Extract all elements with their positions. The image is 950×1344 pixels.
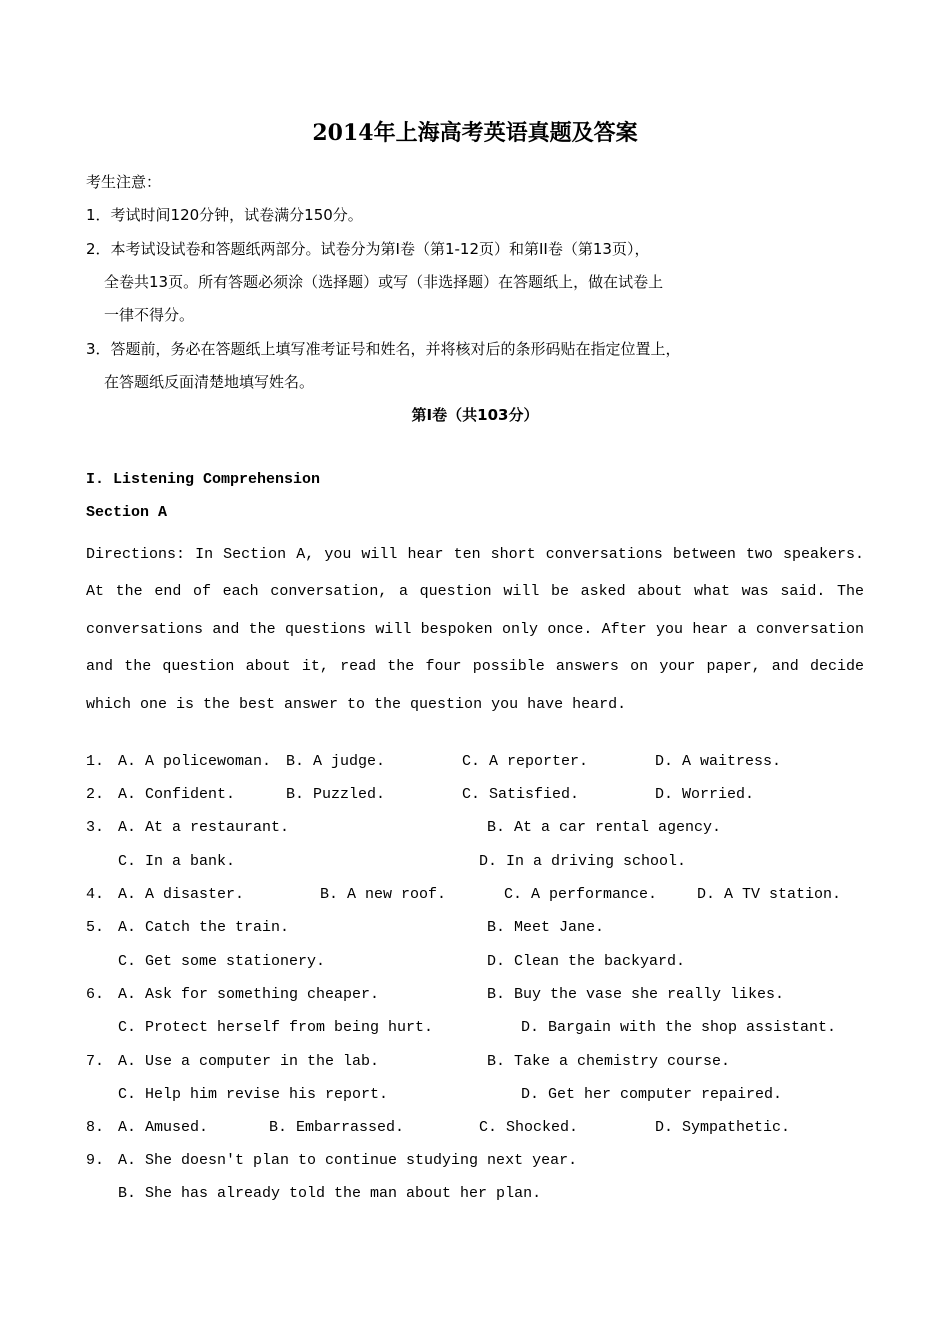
option-a: A. Catch the train. <box>118 919 290 936</box>
option-d: D. Worried. <box>655 786 755 803</box>
question-number: 2. <box>86 786 105 803</box>
option-a: A. Confident. <box>118 786 236 803</box>
notice-heading: 考生注意： <box>86 173 162 191</box>
option-b: B. Meet Jane. <box>487 919 605 936</box>
option-c: C. Shocked. <box>479 1119 579 1136</box>
question-number: 6. <box>86 986 105 1003</box>
option-b: B. Embarrassed. <box>269 1119 405 1136</box>
part-heading: 第I卷（共103分） <box>411 406 539 424</box>
option-c: C. Help him revise his report. <box>118 1086 389 1103</box>
option-a: A. A disaster. <box>118 886 245 903</box>
question-number: 8. <box>86 1119 105 1136</box>
option-b: B. A judge. <box>286 753 386 770</box>
option-c: C. In a bank. <box>118 853 236 870</box>
option-b: B. A new roof. <box>320 886 447 903</box>
option-d: D. A waitress. <box>655 753 782 770</box>
question-number: 3. <box>86 819 105 836</box>
option-b: B. Buy the vase she really likes. <box>487 986 785 1003</box>
option-d: D. Bargain with the shop assistant. <box>521 1019 837 1036</box>
option-a: A. Ask for something cheaper. <box>118 986 380 1003</box>
option-c: C. Protect herself from being hurt. <box>118 1019 434 1036</box>
option-d: D. In a driving school. <box>479 853 687 870</box>
page-title: 2014年上海高考英语真题及答案 <box>312 120 638 146</box>
option-d: D. Sympathetic. <box>655 1119 791 1136</box>
option-b: B. Take a chemistry course. <box>487 1053 731 1070</box>
option-d: D. A TV station. <box>697 886 842 903</box>
option-a: A. At a restaurant. <box>118 819 290 836</box>
question-number: 4. <box>86 886 105 903</box>
question-number: 9. <box>86 1152 105 1169</box>
notice-item: 1．考试时间120分钟，试卷满分150分。 <box>86 206 363 224</box>
option-a: A. Use a computer in the lab. <box>118 1053 380 1070</box>
option-b: B. At a car rental agency. <box>487 819 722 836</box>
option-c: C. Get some stationery. <box>118 953 326 970</box>
section-subtitle: Section A <box>86 504 168 521</box>
question-number: 5. <box>86 919 105 936</box>
section-title: I. Listening Comprehension <box>86 471 321 488</box>
option-c: C. A performance. <box>504 886 658 903</box>
option-b: B. She has already told the man about her plan. <box>118 1185 542 1202</box>
notice-item: 2．本考试设试卷和答题纸两部分。试卷分为第I卷（第1-12页）和第II卷（第13页）， <box>86 240 650 258</box>
notice-item: 全卷共13页。所有答题必须涂（选择题）或写（非选择题）在答题纸上，做在试卷上 <box>104 273 664 291</box>
option-b: B. Puzzled. <box>286 786 386 803</box>
option-a: A. A policewoman. <box>118 753 272 770</box>
option-d: D. Clean the backyard. <box>487 953 686 970</box>
notice-item: 一律不得分。 <box>104 306 195 324</box>
option-c: C. A reporter. <box>462 753 589 770</box>
notice-item: 3．答题前，务必在答题纸上填写准考证号和姓名，并将核对后的条形码贴在指定位置上， <box>86 340 681 358</box>
notice-item: 在答题纸反面清楚地填写姓名。 <box>104 373 315 391</box>
directions-paragraph: Directions: In Section A, you will hear ten short conversations between two speakers. At the end of each conversation, a question will be asked about what was said. The conversations and the questions will bespoken only once. After you hear a conversation and the question about it, read the four possible answers on your paper, and decide which one is the best answer to the question you have heard. <box>86 546 864 713</box>
question-number: 7. <box>86 1053 105 1070</box>
option-d: D. Get her computer repaired. <box>521 1086 783 1103</box>
option-a: A. She doesn't plan to continue studying next year. <box>118 1152 578 1169</box>
option-c: C. Satisfied. <box>462 786 580 803</box>
question-number: 1. <box>86 753 105 770</box>
option-a: A. Amused. <box>118 1119 209 1136</box>
